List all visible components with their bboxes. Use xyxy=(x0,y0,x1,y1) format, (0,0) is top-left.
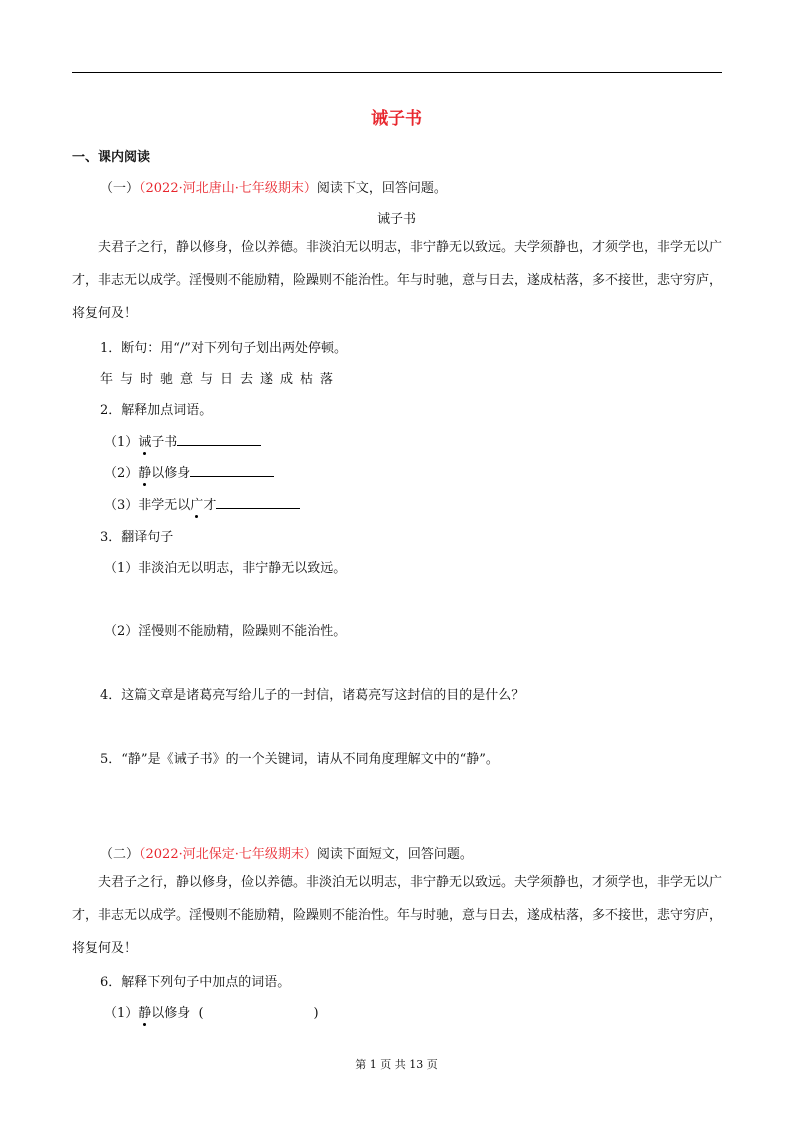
question-2-item-1: （1）诫子书 xyxy=(104,431,261,450)
question-6: 6．解释下列句子中加点的词语。 xyxy=(100,975,291,990)
section-heading: 一、课内阅读 xyxy=(72,150,151,165)
answer-blank[interactable] xyxy=(190,463,274,477)
header-rule xyxy=(72,72,722,73)
part1-label: （一） xyxy=(100,181,140,196)
answer-blank[interactable] xyxy=(216,495,300,509)
question-3-item-2: （2）淫慢则不能励精，险躁则不能治性。 xyxy=(104,624,347,639)
part1-intro xyxy=(100,177,447,196)
passage-text-2: 夫君子之行，静以修身，俭以养德。非淡泊无以明志，非宁静无以致远。夫学须静也，才须学也，非学无以广才，非志无以成学。淫慢则不能励精，险躁则不能治性。年与时驰，意与日去，遂成枯落，多不接世，悲守穷庐，将复何及！ xyxy=(72,875,723,956)
question-1-sentence: 年与时驰意与日去遂成枯落 xyxy=(100,372,341,387)
answer-blank[interactable] xyxy=(177,432,261,446)
part2-label: （二） xyxy=(100,847,140,862)
part2-source: （2022·河北保定·七年级期末） xyxy=(139,847,317,862)
part1-source: （2022·河北唐山·七年级期末） xyxy=(139,181,317,196)
question-6-item-1: （1）静以修身 ( ) xyxy=(104,1002,319,1021)
answer-space[interactable] xyxy=(204,1004,314,1017)
question-2: 2．解释加点词语。 xyxy=(100,403,213,418)
dotted-char: 静 xyxy=(138,462,151,481)
part2-instruction: 阅读下面短文，回答问题。 xyxy=(316,847,473,862)
part2-intro xyxy=(100,843,473,862)
document-title: 诫子书 xyxy=(371,109,422,129)
question-4: 4．这篇文章是诸葛亮写给儿子的一封信，诸葛亮写这封信的目的是什么？ xyxy=(100,688,525,703)
question-5: 5．“静”是《诫子书》的一个关键词，请从不同角度理解文中的“静”。 xyxy=(100,752,499,767)
question-2-item-2: （2）静以修身 xyxy=(104,462,274,481)
question-2-item-3: （3）非学无以广才 xyxy=(104,494,300,513)
part1-instruction: 阅读下文，回答问题。 xyxy=(316,181,447,196)
dotted-char: 广 xyxy=(190,494,203,513)
question-3: 3．翻译句子 xyxy=(100,530,174,545)
passage-text: 夫君子之行，静以修身，俭以养德。非淡泊无以明志，非宁静无以致远。夫学须静也，才须学也，非学无以广才，非志无以成学。淫慢则不能励精，险躁则不能治性。年与时驰，意与日去，遂成枯落，多不接世，悲守穷庐，将复何及！ xyxy=(72,240,723,321)
passage-title: 诫子书 xyxy=(376,212,416,227)
dotted-char: 静 xyxy=(138,1002,151,1021)
paren-close: ) xyxy=(313,1006,319,1021)
dotted-char: 诫 xyxy=(138,431,151,450)
question-3-item-1: （1）非淡泊无以明志，非宁静无以致远。 xyxy=(104,561,347,576)
paren-open: ( xyxy=(198,1006,204,1021)
page-footer: 第 1 页 共 13 页 xyxy=(355,1058,438,1071)
question-1: 1．断句：用“/”对下列句子划出两处停顿。 xyxy=(100,341,347,356)
